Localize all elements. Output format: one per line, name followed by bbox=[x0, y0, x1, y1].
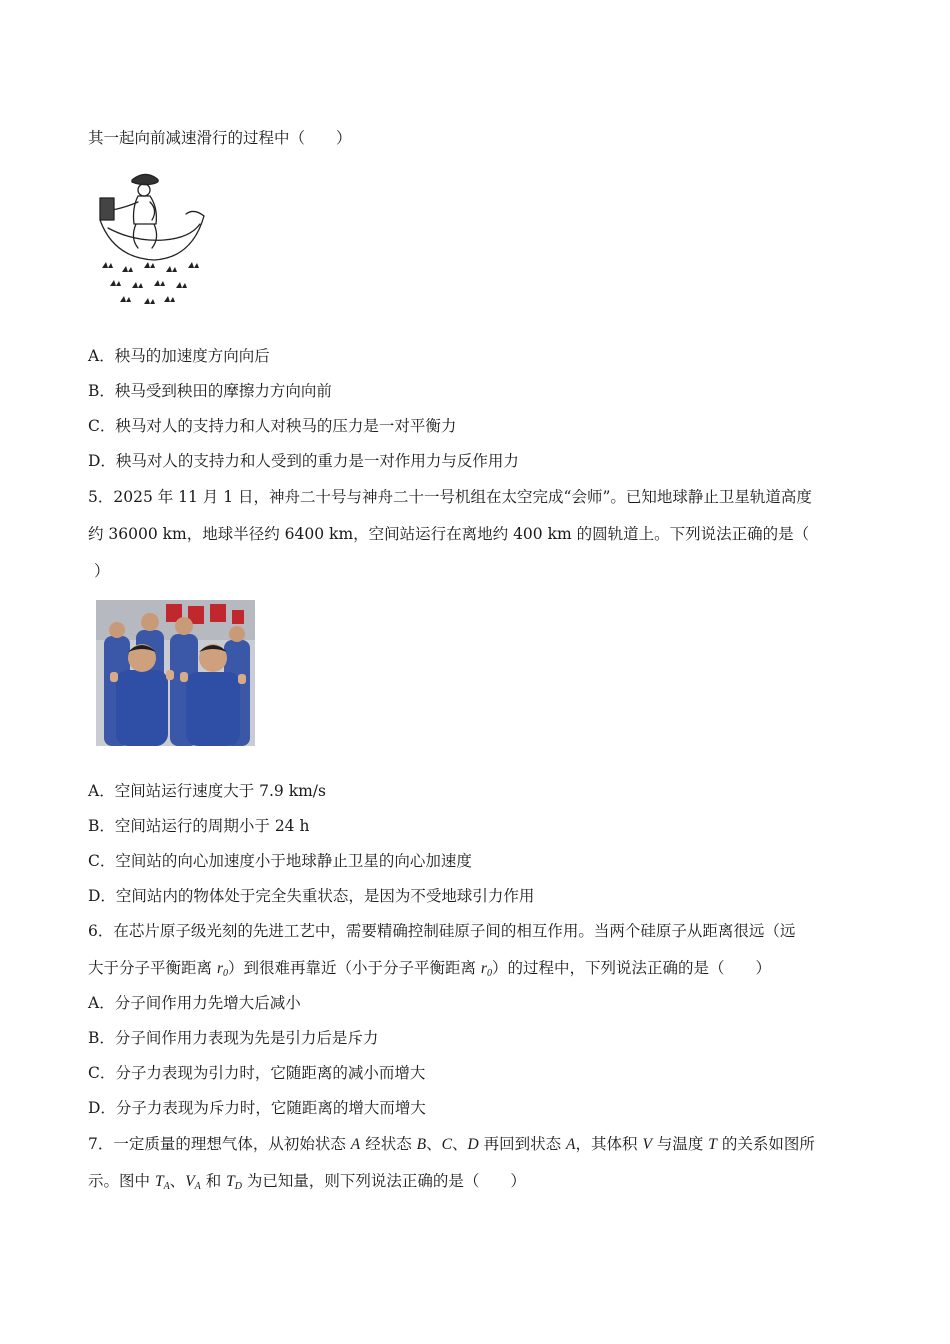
state-a: A bbox=[350, 1136, 361, 1153]
q7-separator: 、 bbox=[451, 1135, 468, 1153]
q4-stem-tail: 其一起向前减速滑行的过程中（ ） bbox=[88, 129, 352, 147]
q6-option-c: C．分子力表现为引力时，它随距离的减小而增大 bbox=[88, 1064, 426, 1082]
volume-symbol: V bbox=[642, 1136, 652, 1153]
astronauts-photo bbox=[96, 600, 255, 746]
a-subscript: A bbox=[194, 1181, 201, 1192]
q6-option-b: B．分子间作用力表现为先是引力后是斥力 bbox=[88, 1029, 379, 1047]
q5-option-b: B．空间站运行的周期小于 24 h bbox=[88, 817, 310, 835]
q5-option-c: C．空间站的向心加速度小于地球静止卫星的向心加速度 bbox=[88, 852, 472, 870]
v-letter: V bbox=[185, 1173, 195, 1190]
q5-stem-line2: 约 36000 km，地球半径约 6400 km，空间站运行在离地约 400 km 的圆轨道上。下列说法正确的是（ bbox=[88, 525, 810, 543]
q7-text: 的关系如图所 bbox=[716, 1135, 815, 1153]
q7-stem-line2 bbox=[88, 1170, 526, 1198]
q7-text: 为已知量，则下列说法正确的是（ ） bbox=[241, 1172, 526, 1190]
r-subscript: 0 bbox=[486, 968, 492, 979]
q7-text: 经状态 bbox=[360, 1135, 417, 1153]
q7-text: 再回到状态 bbox=[478, 1135, 567, 1153]
q4-option-c: C．秧马对人的支持力和人对秧马的压力是一对平衡力 bbox=[88, 417, 457, 435]
state-d: D bbox=[467, 1136, 479, 1153]
t-letter: T bbox=[154, 1173, 164, 1190]
r-letter: r bbox=[480, 960, 487, 977]
q6-option-d: D．分子力表现为斥力时，它随距离的增大而增大 bbox=[88, 1099, 426, 1117]
q7-text: 示。图中 bbox=[88, 1172, 155, 1190]
q7-stem-line1 bbox=[88, 1133, 815, 1156]
q7-text: 7．一定质量的理想气体，从初始状态 bbox=[88, 1135, 351, 1153]
q6-option-a: A．分子间作用力先增大后减小 bbox=[88, 994, 301, 1012]
q6-text-c: ）的过程中，下列说法正确的是（ ） bbox=[491, 959, 771, 977]
q7-text: 和 bbox=[200, 1172, 227, 1190]
q6-text-a: 大于分子平衡距离 bbox=[88, 959, 217, 977]
t-letter: T bbox=[226, 1173, 235, 1190]
ta-symbol bbox=[155, 1173, 170, 1190]
va-symbol bbox=[185, 1173, 201, 1190]
q6-stem-line1: 6．在芯片原子级光刻的先进工艺中，需要精确控制硅原子间的相互作用。当两个硅原子从距离很远（远 bbox=[88, 922, 796, 940]
q7-separator: 、 bbox=[426, 1135, 442, 1153]
q4-option-d: D．秧马对人的支持力和人受到的重力是一对作用力与反作用力 bbox=[88, 452, 519, 470]
q5-option-d: D．空间站内的物体处于完全失重状态，是因为不受地球引力作用 bbox=[88, 887, 535, 905]
q5-option-a: A．空间站运行速度大于 7.9 km/s bbox=[88, 782, 326, 800]
state-c: C bbox=[441, 1136, 452, 1153]
q5-stem-line1: 5．2025 年 11 月 1 日，神舟二十号与神舟二十一号机组在太空完成“会师”。已知地球静止卫星轨道高度 bbox=[88, 488, 812, 506]
q5-stem-line3: ） bbox=[94, 562, 110, 580]
td-symbol bbox=[226, 1173, 242, 1190]
state-a: A bbox=[566, 1136, 576, 1153]
q6-stem-line2 bbox=[88, 957, 771, 985]
q7-separator: 、 bbox=[169, 1172, 186, 1190]
a-subscript: A bbox=[163, 1181, 170, 1192]
temperature-symbol: T bbox=[708, 1136, 717, 1153]
q6-text-b: ）到很难再靠近（小于分子平衡距离 bbox=[227, 959, 481, 977]
q7-text: 与温度 bbox=[651, 1135, 709, 1153]
q7-text: ，其体积 bbox=[575, 1135, 643, 1153]
r-letter: r bbox=[216, 960, 223, 977]
d-subscript: D bbox=[234, 1181, 242, 1192]
q4-option-b: B．秧马受到秧田的摩擦力方向向前 bbox=[88, 382, 332, 400]
yangma-figure bbox=[94, 168, 212, 310]
r-subscript: 0 bbox=[222, 968, 228, 979]
r0-symbol bbox=[481, 960, 492, 977]
r0-symbol bbox=[217, 960, 228, 977]
q4-option-a: A．秧马的加速度方向向后 bbox=[88, 347, 270, 365]
state-b: B bbox=[416, 1136, 427, 1153]
